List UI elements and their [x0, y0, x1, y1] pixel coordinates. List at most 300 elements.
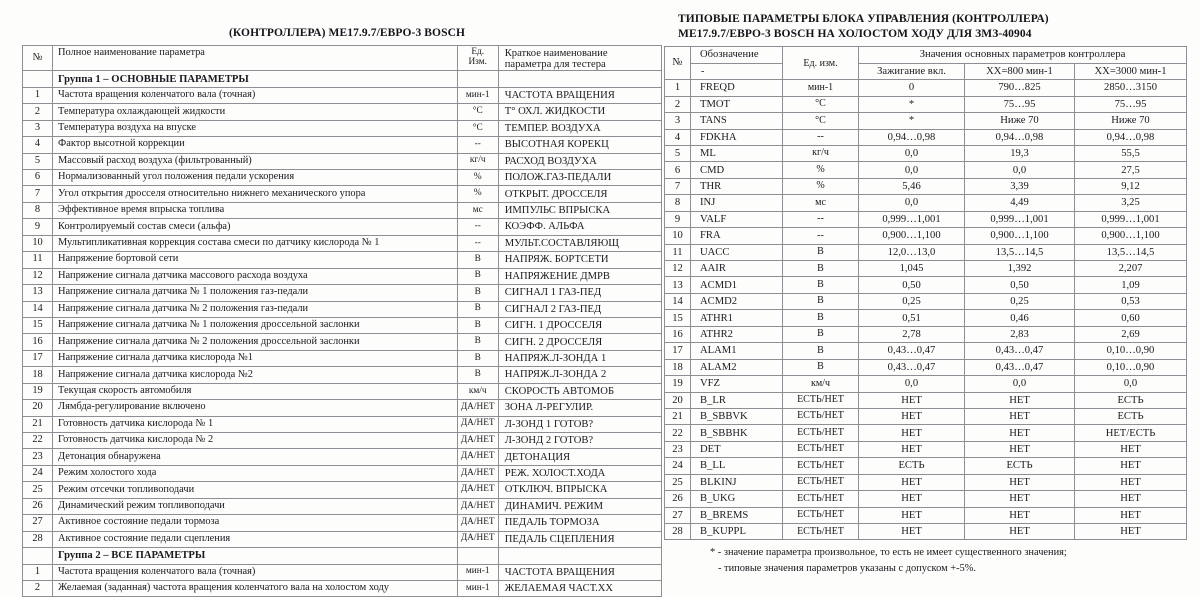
cell-full-name: Напряжение сигнала датчика № 1 положения газ-педали [53, 285, 458, 301]
cell-idle-800: ЕСТЬ [965, 458, 1075, 474]
cell-num: 3 [23, 120, 53, 136]
cell-idle-3000: НЕТ/ЕСТЬ [1075, 425, 1187, 441]
table-row [23, 433, 662, 449]
cell-idle-800: 13,5…14,5 [965, 244, 1075, 260]
cell-num: 12 [665, 261, 691, 277]
cell-num: 2 [665, 96, 691, 112]
cell-num: 7 [665, 178, 691, 194]
cell-unit: ДА/НЕТ [457, 482, 498, 498]
cell-num: 10 [665, 228, 691, 244]
cell-unit: кг/ч [783, 145, 859, 161]
cell-idle-800: НЕТ [965, 408, 1075, 424]
table-row [665, 359, 1187, 375]
cell-short-name: СКОРОСТЬ АВТОМОБ [498, 383, 661, 399]
cell-symbol: DET [691, 441, 783, 457]
cell-idle-800: 1,392 [965, 261, 1075, 277]
cell-idle-800: НЕТ [965, 441, 1075, 457]
cell-symbol: ACMD2 [691, 293, 783, 309]
table-row [23, 564, 662, 580]
table-row [665, 129, 1187, 145]
cell-symbol: VALF [691, 211, 783, 227]
cell-idle-800: 0,900…1,100 [965, 228, 1075, 244]
table-row [23, 317, 662, 333]
cell-unit: ЕСТЬ/НЕТ [783, 425, 859, 441]
cell-num: 19 [23, 383, 53, 399]
cell-symbol: ML [691, 145, 783, 161]
cell-idle-3000: 0,900…1,100 [1075, 228, 1187, 244]
table-row [23, 449, 662, 465]
right-table-title [664, 12, 1186, 42]
cell-idle-3000: 2,69 [1075, 326, 1187, 342]
cell-unit: ДА/НЕТ [457, 416, 498, 432]
table-row [665, 441, 1187, 457]
cell-short-name: ПОЛОЖ.ГАЗ-ПЕДАЛИ [498, 170, 661, 186]
cell-short-name: ДИНАМИЧ. РЕЖИМ [498, 498, 661, 514]
table-row [23, 515, 662, 531]
group-row-num [23, 548, 53, 564]
cell-num: 11 [23, 252, 53, 268]
cell-num: 26 [665, 491, 691, 507]
cell-unit: ЕСТЬ/НЕТ [783, 392, 859, 408]
cell-short-name: КОЭФФ. АЛЬФА [498, 219, 661, 235]
cell-num: 17 [665, 343, 691, 359]
cell-full-name: Угол открытия дросселя относительно нижнего механического упора [53, 186, 458, 202]
cell-idle-3000: 2850…3150 [1075, 80, 1187, 96]
cell-full-name: Динамический режим топливоподачи [53, 498, 458, 514]
cell-short-name: Т° ОХЛ. ЖИДКОСТИ [498, 104, 661, 120]
cell-short-name: ИМПУЛЬС ВПРЫСКА [498, 202, 661, 218]
table-row [23, 350, 662, 366]
cell-idle-3000: НЕТ [1075, 458, 1187, 474]
col-header-symbol-sub [691, 63, 783, 79]
cell-symbol: ACMD1 [691, 277, 783, 293]
table-row [665, 113, 1187, 129]
cell-num: 27 [23, 515, 53, 531]
parameters-table-body [23, 71, 662, 597]
table-row [665, 425, 1187, 441]
table-row [23, 498, 662, 514]
right-title-line1: ТИПОВЫЕ ПАРАМЕТРЫ БЛОКА УПРАВЛЕНИЯ (КОНТРОЛЛЕРА) [678, 13, 1049, 25]
cell-full-name: Контролируемый состав смеси (альфа) [53, 219, 458, 235]
cell-unit: км/ч [783, 376, 859, 392]
cell-num: 1 [665, 80, 691, 96]
cell-num: 15 [665, 310, 691, 326]
cell-unit: % [457, 186, 498, 202]
cell-ignition-on: 0 [859, 80, 965, 96]
cell-idle-3000: 2,207 [1075, 261, 1187, 277]
col-header-num: № [665, 47, 691, 80]
cell-ignition-on: * [859, 113, 965, 129]
cell-symbol: B_LL [691, 458, 783, 474]
cell-idle-800: 3,39 [965, 178, 1075, 194]
cell-idle-3000: 0,94…0,98 [1075, 129, 1187, 145]
cell-unit: ДА/НЕТ [457, 531, 498, 547]
cell-idle-800: 75…95 [965, 96, 1075, 112]
cell-ignition-on: НЕТ [859, 491, 965, 507]
cell-unit: % [783, 178, 859, 194]
col-header-symbol-dash: - [701, 65, 705, 77]
parameters-table-head [23, 46, 662, 71]
cell-idle-3000: 0,0 [1075, 376, 1187, 392]
cell-num: 18 [665, 359, 691, 375]
col-header-short-line2: параметра для тестера [504, 59, 606, 71]
cell-num: 5 [23, 153, 53, 169]
col-header-unit [457, 46, 498, 71]
cell-idle-800: НЕТ [965, 524, 1075, 540]
cell-short-name: ДЕТОНАЦИЯ [498, 449, 661, 465]
typical-values-table [664, 46, 1187, 540]
cell-idle-800: 0,25 [965, 293, 1075, 309]
cell-num: 13 [23, 285, 53, 301]
table-row [665, 392, 1187, 408]
cell-short-name: ВЫСОТНАЯ КОРЕКЦ [498, 137, 661, 153]
cell-short-name: ОТКРЫТ. ДРОССЕЛЯ [498, 186, 661, 202]
cell-idle-800: 0,50 [965, 277, 1075, 293]
cell-idle-3000: 3,25 [1075, 195, 1187, 211]
cell-unit: -- [783, 228, 859, 244]
cell-short-name: ЗОНА Л-РЕГУЛИР. [498, 400, 661, 416]
cell-full-name: Лямбда-регулирование включено [53, 400, 458, 416]
cell-symbol: B_BREMS [691, 507, 783, 523]
group-row-unit [457, 71, 498, 87]
cell-unit: В [457, 317, 498, 333]
cell-short-name: НАПРЯЖ.Л-ЗОНДА 2 [498, 367, 661, 383]
cell-ignition-on: 0,43…0,47 [859, 359, 965, 375]
cell-num: 16 [665, 326, 691, 342]
cell-symbol: TANS [691, 113, 783, 129]
cell-idle-3000: Ниже 70 [1075, 113, 1187, 129]
group-header-row-1 [23, 71, 662, 87]
cell-full-name: Массовый расход воздуха (фильтрованный) [53, 153, 458, 169]
col-header-idle-3000: ХХ=3000 мин-1 [1075, 63, 1187, 79]
table-row [665, 178, 1187, 194]
cell-unit: ДА/НЕТ [457, 498, 498, 514]
cell-unit: В [783, 261, 859, 277]
cell-short-name: НАПРЯЖ. БОРТСЕТИ [498, 252, 661, 268]
cell-idle-3000: 13,5…14,5 [1075, 244, 1187, 260]
table-row [665, 507, 1187, 523]
col-header-unit-line2: Изм. [468, 56, 487, 67]
table-row [23, 465, 662, 481]
cell-unit: ДА/НЕТ [457, 433, 498, 449]
cell-num: 23 [23, 449, 53, 465]
cell-ignition-on: НЕТ [859, 441, 965, 457]
cell-idle-3000: 9,12 [1075, 178, 1187, 194]
table-row [23, 137, 662, 153]
cell-idle-800: 4,49 [965, 195, 1075, 211]
cell-unit: В [457, 350, 498, 366]
cell-idle-800: 0,999…1,001 [965, 211, 1075, 227]
cell-unit: В [783, 343, 859, 359]
cell-idle-800: НЕТ [965, 491, 1075, 507]
cell-unit: кг/ч [457, 153, 498, 169]
col-header-symbol: Обозначение [691, 47, 783, 63]
group-row-unit [457, 548, 498, 564]
cell-symbol: FDKHA [691, 129, 783, 145]
table-row [23, 268, 662, 284]
cell-num: 21 [23, 416, 53, 432]
table-row [665, 162, 1187, 178]
cell-num: 15 [23, 317, 53, 333]
cell-unit: ЕСТЬ/НЕТ [783, 408, 859, 424]
cell-ignition-on: * [859, 96, 965, 112]
cell-unit: -- [457, 219, 498, 235]
cell-full-name: Частота вращения коленчатого вала (точная) [53, 564, 458, 580]
col-header-unit-line1: Ед. [471, 47, 485, 58]
col-header-short-name [498, 46, 661, 71]
table-row [23, 334, 662, 350]
table-row [665, 211, 1187, 227]
table-row [665, 343, 1187, 359]
cell-num: 20 [23, 400, 53, 416]
col-header-ignition-on: Зажигание вкл. [859, 63, 965, 79]
table-row [23, 170, 662, 186]
cell-ignition-on: 5,46 [859, 178, 965, 194]
table-row [665, 458, 1187, 474]
cell-full-name: Частота вращения коленчатого вала (точная) [53, 87, 458, 103]
cell-short-name: ПЕДАЛЬ СЦЕПЛЕНИЯ [498, 531, 661, 547]
cell-num: 9 [665, 211, 691, 227]
cell-unit: мин-1 [457, 87, 498, 103]
cell-ignition-on: НЕТ [859, 474, 965, 490]
cell-unit: км/ч [457, 383, 498, 399]
cell-unit: °С [783, 96, 859, 112]
cell-idle-3000: ЕСТЬ [1075, 392, 1187, 408]
cell-full-name: Напряжение сигнала датчика кислорода №1 [53, 350, 458, 366]
cell-ignition-on: 0,999…1,001 [859, 211, 965, 227]
cell-idle-3000: НЕТ [1075, 474, 1187, 490]
cell-unit: В [783, 293, 859, 309]
cell-full-name: Нормализованный угол положения педали ускорения [53, 170, 458, 186]
cell-unit: % [457, 170, 498, 186]
cell-symbol: FRA [691, 228, 783, 244]
cell-full-name: Мультипликативная коррекция состава смеси по датчику кислорода № 1 [53, 235, 458, 251]
cell-full-name: Детонация обнаружена [53, 449, 458, 465]
cell-idle-3000: 27,5 [1075, 162, 1187, 178]
table-row [665, 326, 1187, 342]
cell-idle-800: 0,0 [965, 376, 1075, 392]
col-header-num: № [23, 46, 53, 71]
table-row [665, 244, 1187, 260]
cell-num: 17 [23, 350, 53, 366]
cell-full-name: Активное состояние педали сцепления [53, 531, 458, 547]
cell-num: 12 [23, 268, 53, 284]
cell-idle-800: НЕТ [965, 392, 1075, 408]
table-row [665, 474, 1187, 490]
cell-full-name: Напряжение сигнала датчика № 1 положения дроссельной заслонки [53, 317, 458, 333]
table-row [665, 408, 1187, 424]
cell-symbol: CMD [691, 162, 783, 178]
col-header-values-group: Значения основных параметров контроллера [859, 47, 1187, 63]
table-row [23, 153, 662, 169]
cell-symbol: UACC [691, 244, 783, 260]
cell-unit: В [457, 367, 498, 383]
cell-short-name: НАПРЯЖЕНИЕ ДМРВ [498, 268, 661, 284]
cell-num: 10 [23, 235, 53, 251]
table-header-row-sub [665, 63, 1187, 79]
cell-idle-3000: ЕСТЬ [1075, 408, 1187, 424]
table-row [23, 482, 662, 498]
cell-short-name: РЕЖ. ХОЛОСТ.ХОДА [498, 465, 661, 481]
cell-ignition-on: 0,0 [859, 376, 965, 392]
cell-ignition-on: НЕТ [859, 507, 965, 523]
cell-num: 6 [665, 162, 691, 178]
cell-num: 13 [665, 277, 691, 293]
cell-full-name: Температура воздуха на впуске [53, 120, 458, 136]
cell-unit: мин-1 [457, 580, 498, 596]
cell-symbol: ATHR2 [691, 326, 783, 342]
cell-unit: -- [783, 211, 859, 227]
cell-idle-3000: 0,999…1,001 [1075, 211, 1187, 227]
cell-symbol: INJ [691, 195, 783, 211]
table-row [23, 383, 662, 399]
cell-ignition-on: 0,900…1,100 [859, 228, 965, 244]
cell-idle-800: НЕТ [965, 474, 1075, 490]
cell-idle-3000: НЕТ [1075, 507, 1187, 523]
right-table-panel [664, 12, 1186, 576]
footnotes [664, 545, 1186, 575]
typical-values-table-body [665, 80, 1187, 540]
cell-unit: В [783, 310, 859, 326]
table-row [23, 531, 662, 547]
table-header-row-top [665, 47, 1187, 63]
table-row [23, 202, 662, 218]
cell-unit: В [783, 326, 859, 342]
cell-num: 25 [665, 474, 691, 490]
cell-short-name: МУЛЬТ.СОСТАВЛЯЮЩ [498, 235, 661, 251]
cell-symbol: B_LR [691, 392, 783, 408]
cell-short-name: Л-ЗОНД 1 ГОТОВ? [498, 416, 661, 432]
cell-short-name: ЧАСТОТА ВРАЩЕНИЯ [498, 564, 661, 580]
cell-num: 18 [23, 367, 53, 383]
cell-ignition-on: 1,045 [859, 261, 965, 277]
cell-unit: -- [457, 235, 498, 251]
cell-full-name: Температура охлаждающей жидкости [53, 104, 458, 120]
cell-ignition-on: ЕСТЬ [859, 458, 965, 474]
cell-unit: ЕСТЬ/НЕТ [783, 458, 859, 474]
cell-unit: мин-1 [783, 80, 859, 96]
cell-symbol: B_SBBVK [691, 408, 783, 424]
cell-unit: мин-1 [457, 564, 498, 580]
cell-num: 11 [665, 244, 691, 260]
group-row-short [498, 71, 661, 87]
cell-short-name: ЖЕЛАЕМАЯ ЧАСТ.ХХ [498, 580, 661, 596]
cell-unit: В [457, 334, 498, 350]
table-row [23, 219, 662, 235]
cell-short-name: Л-ЗОНД 2 ГОТОВ? [498, 433, 661, 449]
table-row [23, 252, 662, 268]
cell-idle-3000: НЕТ [1075, 524, 1187, 540]
cell-ignition-on: 0,43…0,47 [859, 343, 965, 359]
cell-short-name: ОТКЛЮЧ. ВПРЫСКА [498, 482, 661, 498]
cell-short-name: НАПРЯЖ.Л-ЗОНДА 1 [498, 350, 661, 366]
footnote-tolerance: - типовые значения параметров указаны с допуском +-5%. [718, 562, 977, 574]
cell-symbol: ATHR1 [691, 310, 783, 326]
table-header-row [23, 46, 662, 71]
cell-num: 19 [665, 376, 691, 392]
group-row-label: Группа 1 – ОСНОВНЫЕ ПАРАМЕТРЫ [53, 71, 458, 87]
cell-idle-800: 0,46 [965, 310, 1075, 326]
cell-unit: В [457, 268, 498, 284]
cell-full-name: Готовность датчика кислорода № 1 [53, 416, 458, 432]
cell-unit: ДА/НЕТ [457, 449, 498, 465]
cell-num: 24 [23, 465, 53, 481]
cell-num: 25 [23, 482, 53, 498]
group-row-short [498, 548, 661, 564]
cell-num: 1 [23, 564, 53, 580]
cell-idle-800: 0,43…0,47 [965, 343, 1075, 359]
table-row [665, 293, 1187, 309]
cell-unit: ДА/НЕТ [457, 465, 498, 481]
cell-ignition-on: 0,94…0,98 [859, 129, 965, 145]
footnote-asterisk: * - значение параметра произвольное, то есть не имеет существенного значения; [710, 547, 1067, 559]
cell-idle-800: 19,3 [965, 145, 1075, 161]
cell-short-name: ТЕМПЕР. ВОЗДУХА [498, 120, 661, 136]
cell-num: 4 [665, 129, 691, 145]
cell-unit: -- [783, 129, 859, 145]
cell-idle-3000: 0,10…0,90 [1075, 343, 1187, 359]
cell-unit: °С [457, 104, 498, 120]
cell-num: 14 [665, 293, 691, 309]
table-row [23, 367, 662, 383]
table-row [23, 235, 662, 251]
cell-ignition-on: НЕТ [859, 408, 965, 424]
cell-short-name: СИГН. 2 ДРОССЕЛЯ [498, 334, 661, 350]
cell-ignition-on: 12,0…13,0 [859, 244, 965, 260]
table-row [665, 277, 1187, 293]
cell-idle-800: НЕТ [965, 507, 1075, 523]
cell-num: 28 [23, 531, 53, 547]
cell-unit: В [783, 359, 859, 375]
cell-unit: В [783, 277, 859, 293]
table-row [665, 310, 1187, 326]
group-row-num [23, 71, 53, 87]
cell-num: 21 [665, 408, 691, 424]
cell-full-name: Напряжение сигнала датчика № 2 положения газ-педали [53, 301, 458, 317]
cell-full-name: Режим холостого хода [53, 465, 458, 481]
cell-symbol: ALAM1 [691, 343, 783, 359]
cell-symbol: THR [691, 178, 783, 194]
cell-num: 5 [665, 145, 691, 161]
cell-num: 2 [23, 104, 53, 120]
cell-ignition-on: 2,78 [859, 326, 965, 342]
cell-unit: В [457, 252, 498, 268]
cell-symbol: BLKINJ [691, 474, 783, 490]
cell-full-name: Желаемая (заданная) частота вращения коленчатого вала на холостом ходу [53, 580, 458, 596]
table-row [665, 96, 1187, 112]
cell-symbol: VFZ [691, 376, 783, 392]
cell-idle-3000: НЕТ [1075, 441, 1187, 457]
table-row [23, 301, 662, 317]
cell-unit: В [457, 301, 498, 317]
right-title-line2: МЕ17.9.7/ЕВРО-3 BOSCH НА ХОЛОСТОМ ХОДУ ДЛЯ ЗМЗ-40904 [678, 28, 1032, 41]
cell-full-name: Эффективное время впрыска топлива [53, 202, 458, 218]
cell-full-name: Активное состояние педали тормоза [53, 515, 458, 531]
cell-ignition-on: 0,0 [859, 145, 965, 161]
table-row [665, 491, 1187, 507]
cell-ignition-on: 0,0 [859, 162, 965, 178]
cell-num: 8 [665, 195, 691, 211]
group-header-row-2 [23, 548, 662, 564]
cell-short-name: РАСХОД ВОЗДУХА [498, 153, 661, 169]
cell-num: 28 [665, 524, 691, 540]
cell-num: 8 [23, 202, 53, 218]
table-row [665, 228, 1187, 244]
cell-unit: -- [457, 137, 498, 153]
cell-unit: мс [783, 195, 859, 211]
cell-idle-800: 2,83 [965, 326, 1075, 342]
cell-full-name: Фактор высотной коррекции [53, 137, 458, 153]
